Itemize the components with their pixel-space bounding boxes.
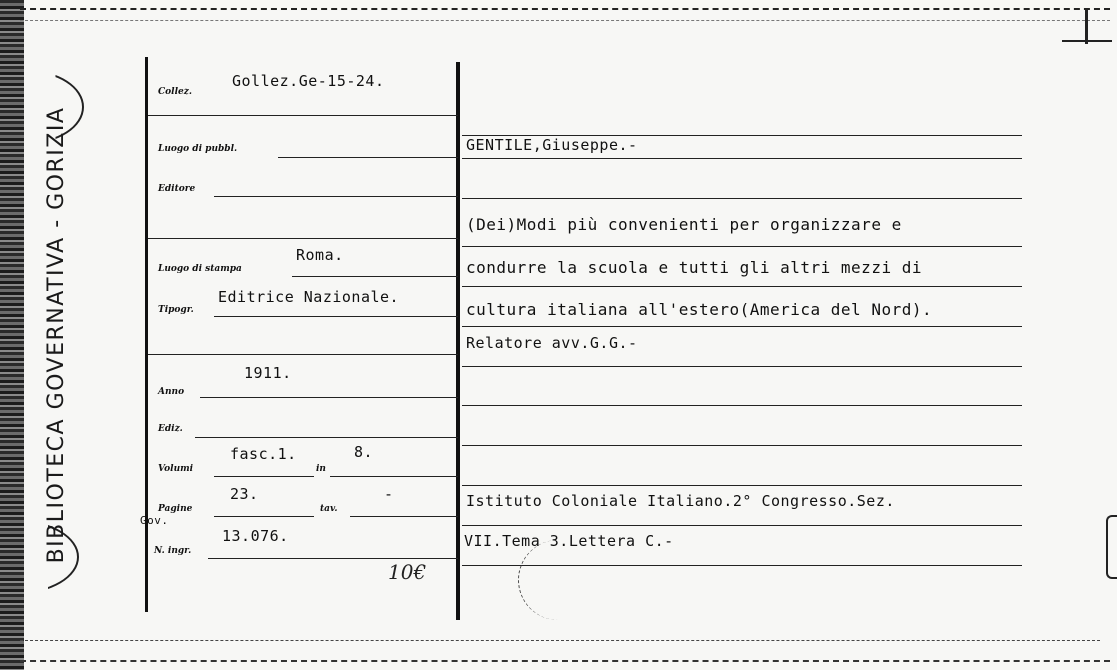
label-tav: tav.	[320, 504, 338, 514]
anno-value: 1911.	[244, 364, 292, 382]
label-volumi: Volumi	[158, 464, 194, 474]
rule	[462, 246, 1022, 247]
collez-value: Gollez.Ge-15-24.	[232, 72, 385, 90]
rule	[278, 157, 458, 158]
label-tipogr: Tipogr.	[158, 305, 194, 315]
corner-mark	[1085, 8, 1088, 44]
rule	[214, 196, 458, 197]
author: GENTILE,Giuseppe.-	[466, 136, 638, 154]
rule	[462, 158, 1022, 159]
rule	[214, 316, 458, 317]
bottom-border-inner	[20, 640, 1100, 641]
tipogr-value: Editrice Nazionale.	[218, 288, 400, 306]
tav-value: -	[384, 485, 394, 503]
rule	[214, 476, 314, 477]
label-luogo-pubbl: Luogo di pubbl.	[158, 144, 238, 154]
top-border-inner	[20, 20, 1110, 21]
rule	[462, 525, 1022, 526]
label-editore: Editore	[158, 184, 196, 194]
series-line-2: VII.Tema 3.Lettera C.-	[464, 532, 674, 550]
rule	[462, 286, 1022, 287]
rule	[462, 198, 1022, 199]
rule	[148, 115, 458, 116]
faint-stamp-outline	[518, 540, 579, 620]
label-ediz: Ediz.	[158, 424, 183, 434]
handwritten-note: 10€	[388, 560, 427, 584]
corner-mark-horizontal	[1062, 40, 1112, 42]
rule	[462, 445, 1022, 446]
label-in: in	[316, 464, 326, 474]
volumi-value: fasc.1.	[230, 445, 297, 463]
label-n-ingr: N. ingr.	[154, 546, 192, 556]
series-line-1: Istituto Coloniale Italiano.2° Congresso.Sez.	[466, 492, 895, 510]
right-punch-hole	[1106, 515, 1117, 579]
rule	[195, 437, 458, 438]
rule	[462, 366, 1022, 367]
label-pagine: Pagine	[158, 504, 193, 514]
scan-edge	[0, 0, 24, 670]
label-anno: Anno	[158, 387, 185, 397]
top-border	[20, 8, 1110, 10]
rule	[462, 326, 1022, 327]
library-title: BIBLIOTECA GOVERNATIVA - GORIZIA	[44, 106, 69, 564]
rule	[462, 485, 1022, 486]
pagine-value: 23.	[230, 485, 259, 503]
rule	[462, 405, 1022, 406]
label-luogo-stampa: Luogo di stampa	[158, 264, 242, 274]
rule	[330, 476, 458, 477]
bottom-border	[20, 660, 1110, 662]
rule	[148, 354, 458, 355]
left-column-rule	[145, 57, 148, 612]
rule	[208, 558, 458, 559]
title-line-1: (Dei)Modi più convenienti per organizzare e	[466, 215, 902, 234]
rule	[148, 238, 458, 239]
title-line-2: condurre la scuola e tutti gli altri mezzi di	[466, 258, 922, 277]
n-ingr-value: 13.076.	[222, 527, 289, 545]
rule	[292, 276, 458, 277]
rule	[200, 397, 458, 398]
rule	[214, 516, 314, 517]
middle-column-rule	[456, 62, 460, 620]
volumi-in-value: 8.	[354, 443, 374, 461]
title-line-4: Relatore avv.G.G.-	[466, 334, 638, 352]
label-collez: Collez.	[158, 87, 192, 97]
luogo-stampa-value: Roma.	[296, 246, 344, 264]
gov-mark: Gov.	[140, 514, 169, 527]
rule	[350, 516, 458, 517]
title-line-3: cultura italiana all'estero(America del Nord).	[466, 300, 933, 319]
